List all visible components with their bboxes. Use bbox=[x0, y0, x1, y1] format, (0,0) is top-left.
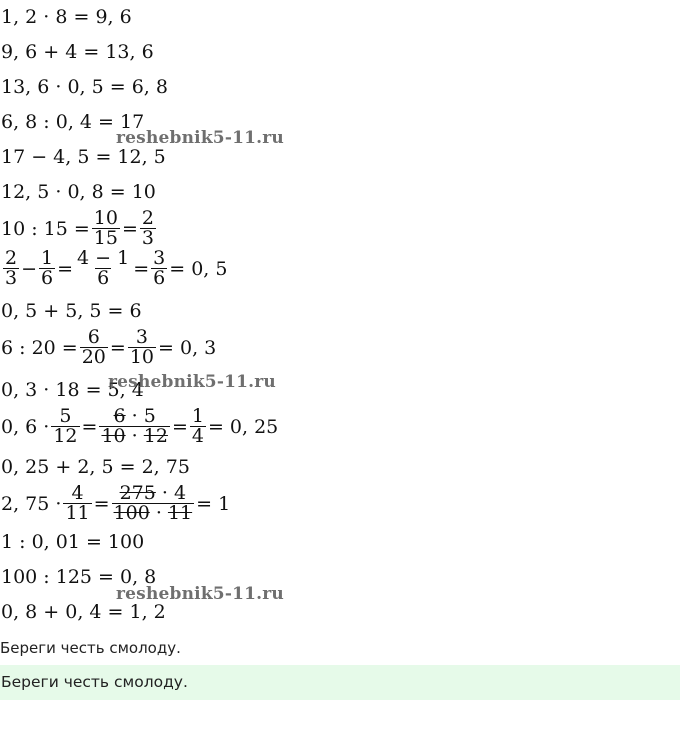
equation-line-5: 17 − 4, 5 = 12, 5 bbox=[1, 146, 166, 168]
equals-sign: = bbox=[81, 415, 98, 438]
cancelled-factor: 6 bbox=[113, 405, 126, 427]
cancelled-factor: 10 bbox=[101, 425, 126, 447]
fraction bbox=[39, 249, 55, 288]
equals-sign: = bbox=[171, 415, 188, 438]
numerator: 5 bbox=[59, 405, 72, 427]
reduced-fraction bbox=[112, 484, 195, 523]
equals-sign: = bbox=[93, 492, 110, 515]
fraction bbox=[80, 328, 108, 367]
fraction bbox=[151, 249, 167, 288]
numerator: 10 bbox=[93, 207, 118, 229]
reduced-fraction bbox=[99, 407, 170, 446]
minus-sign: − bbox=[21, 257, 38, 280]
equation-line-3: 13, 6 · 0, 5 = 6, 8 bbox=[1, 76, 168, 98]
factor: · 5 bbox=[125, 405, 156, 427]
denominator bbox=[99, 426, 170, 446]
numerator: 1 bbox=[41, 247, 54, 269]
equation-line-2: 9, 6 + 4 = 13, 6 bbox=[1, 41, 154, 63]
equation-line-14 bbox=[1, 484, 230, 523]
numerator: 2 bbox=[5, 247, 18, 269]
fraction bbox=[51, 407, 79, 446]
denominator: 6 bbox=[153, 267, 166, 289]
watermark: reshebnik5-11.ru bbox=[116, 584, 284, 604]
numerator: 2 bbox=[141, 207, 154, 229]
denominator: 10 bbox=[129, 346, 155, 368]
equation-lead: 10 : 15 = bbox=[1, 217, 90, 240]
equation-line-11: 0, 3 · 18 = 5, 4 bbox=[1, 379, 144, 401]
watermark: reshebnik5-11.ru bbox=[116, 128, 284, 148]
equation-line-15: 1 : 0, 01 = 100 bbox=[1, 531, 145, 553]
equation-line-4: 6, 8 : 0, 4 = 17 bbox=[1, 111, 145, 133]
fraction bbox=[140, 209, 156, 248]
numerator: 3 bbox=[153, 247, 166, 269]
watermark: reshebnik5-11.ru bbox=[108, 372, 276, 392]
denominator: 3 bbox=[141, 227, 154, 249]
numerator: 4 bbox=[71, 482, 84, 504]
denominator: 6 bbox=[97, 267, 110, 289]
equation-line-12 bbox=[1, 407, 278, 446]
equation-lead: 0, 6 · bbox=[1, 415, 50, 438]
equation-line-10 bbox=[1, 328, 216, 367]
equation-line-13: 0, 25 + 2, 5 = 2, 75 bbox=[1, 456, 190, 478]
equation-lead: 6 : 20 = bbox=[1, 336, 78, 359]
denominator: 12 bbox=[53, 425, 78, 447]
equation-line-9: 0, 5 + 5, 5 = 6 bbox=[1, 300, 142, 322]
numerator: 4 − 1 bbox=[77, 247, 130, 269]
fraction bbox=[128, 328, 156, 367]
factor: · 4 bbox=[155, 482, 187, 504]
denominator bbox=[112, 503, 195, 523]
cancelled-factor: 12 bbox=[143, 425, 168, 447]
denominator: 20 bbox=[81, 346, 106, 368]
equation-line-1: 1, 2 · 8 = 9, 6 bbox=[1, 6, 132, 28]
factor: · bbox=[149, 502, 168, 524]
equation-tail: = 0, 3 bbox=[158, 336, 217, 359]
equation-lead: 2, 75 · bbox=[1, 492, 62, 515]
equation-line-16: 100 : 125 = 0, 8 bbox=[1, 566, 157, 588]
numerator: 3 bbox=[135, 326, 148, 348]
fraction bbox=[3, 249, 19, 288]
proverb-text: Береги честь смолоду. bbox=[0, 639, 181, 657]
equals-sign: = bbox=[133, 257, 150, 280]
equation-line-6: 12, 5 · 0, 8 = 10 bbox=[1, 181, 156, 203]
denominator: 6 bbox=[41, 267, 54, 289]
denominator: 11 bbox=[65, 502, 90, 524]
numerator bbox=[112, 407, 158, 426]
equation-line-8 bbox=[1, 249, 227, 288]
numerator: 6 bbox=[87, 326, 100, 348]
equation-tail: = 0, 5 bbox=[169, 257, 228, 280]
factor: · bbox=[125, 425, 144, 447]
cancelled-factor: 100 bbox=[113, 502, 150, 524]
denominator: 4 bbox=[191, 425, 204, 447]
equation-line-7 bbox=[1, 209, 158, 248]
numerator bbox=[118, 484, 188, 503]
fraction bbox=[63, 484, 91, 523]
fraction bbox=[75, 249, 131, 288]
cancelled-factor: 275 bbox=[119, 482, 156, 504]
equation-tail: = 1 bbox=[196, 492, 231, 515]
equation-tail: = 0, 25 bbox=[207, 415, 279, 438]
proverb-highlight: Береги честь смолоду. bbox=[0, 665, 680, 700]
equation-line-17: 0, 8 + 0, 4 = 1, 2 bbox=[1, 601, 166, 623]
cancelled-factor: 11 bbox=[167, 502, 193, 524]
numerator: 1 bbox=[191, 405, 204, 427]
fraction bbox=[92, 209, 120, 248]
denominator: 15 bbox=[93, 227, 118, 249]
fraction bbox=[190, 407, 206, 446]
equals-sign: = bbox=[57, 257, 74, 280]
equals-sign: = bbox=[109, 336, 126, 359]
equals-sign: = bbox=[121, 217, 138, 240]
denominator: 3 bbox=[5, 267, 18, 289]
